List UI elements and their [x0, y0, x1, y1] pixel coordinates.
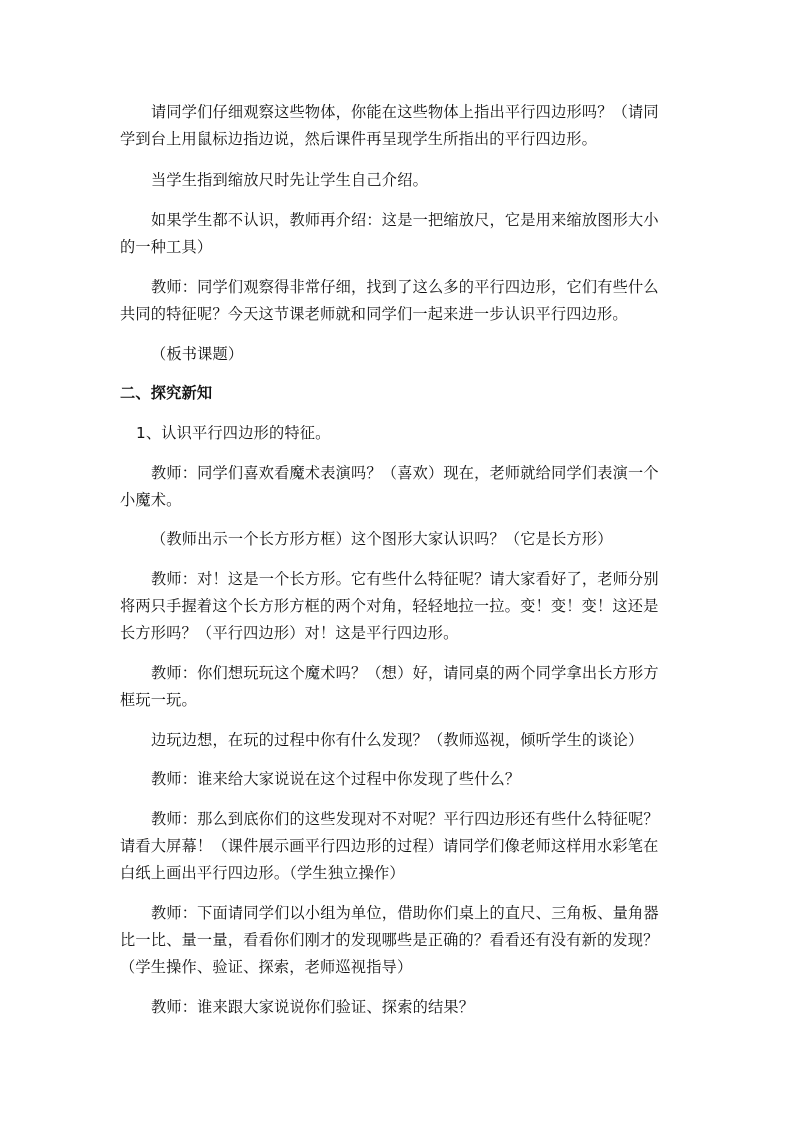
text-line: （学生操作、验证、探索，老师巡视指导） [120, 958, 413, 976]
text-line: 教师：同学们喜欢看魔术表演吗？（喜欢）现在，老师就给同学们表演一个 [151, 464, 659, 482]
paragraph-results [120, 994, 676, 1021]
text-line: 小魔术。 [120, 491, 182, 509]
text-line: 长方形吗？（平行四边形）对！这是平行四边形。 [120, 624, 459, 642]
section-heading-text: 二、探究新知 [120, 384, 213, 402]
text-line: （板书课题） [151, 345, 244, 363]
text-line: 教师：你们想玩玩这个魔术吗？（想）好，请同桌的两个同学拿出长方形方 [151, 664, 659, 682]
text-line: 教师：那么到底你们的这些发现对不对呢？平行四边形还有些什么特征呢？ [151, 810, 659, 828]
paragraph-rectangle-frame [120, 526, 676, 553]
paragraph-observe-objects [120, 99, 676, 153]
paragraph-rectangle-features [120, 566, 676, 647]
text-line: 教师：同学们观察得非常仔细，找到了这么多的平行四边形，它们有些什么 [151, 278, 659, 296]
text-line: 框玩一玩。 [120, 691, 197, 709]
paragraph-ruler-intro [120, 167, 676, 194]
paragraph-share-findings [120, 766, 676, 793]
paragraph-teacher-explains-ruler [120, 207, 676, 261]
text-line: 的一种工具） [120, 238, 213, 256]
paragraph-common-features [120, 274, 676, 328]
text-line: 教师：谁来跟大家说说你们验证、探索的结果？ [151, 998, 475, 1016]
text-line: （教师出示一个长方形方框）这个图形大家认识吗？（它是长方形） [151, 530, 613, 548]
subsection-heading-text: 1、认识平行四边形的特征。 [136, 424, 331, 442]
text-line: 当学生指到缩放尺时先让学生自己介绍。 [151, 171, 428, 189]
paragraph-board-title [120, 341, 676, 368]
text-line: 共同的特征呢？今天这节课老师就和同学们一起来进一步认识平行四边形。 [120, 305, 628, 323]
text-line: 学到台上用鼠标边指边说，然后课件再呈现学生所指出的平行四边形。 [120, 130, 598, 148]
text-line: 比一比、量一量，看看你们刚才的发现哪些是正确的？看看还有没有新的发现？ [120, 931, 659, 949]
text-line: 请同学们仔细观察这些物体，你能在这些物体上指出平行四边形吗？（请同 [151, 103, 659, 121]
text-line: 如果学生都不认识，教师再介绍：这是一把缩放尺，它是用来缩放图形大小 [151, 211, 659, 229]
subsection-heading [120, 420, 676, 447]
text-line: 教师：对！这是一个长方形。它有些什么特征呢？请大家看好了，老师分别 [151, 570, 659, 588]
paragraph-group-work [120, 900, 676, 981]
paragraph-big-screen [120, 806, 676, 887]
text-line: 请看大屏幕！（课件展示画平行四边形的过程）请同学们像老师这样用水彩笔在 [120, 837, 659, 855]
paragraph-try-magic [120, 660, 676, 714]
text-line: 教师：下面请同学们以小组为单位，借助你们桌上的直尺、三角板、量角器 [151, 904, 659, 922]
section-heading [120, 380, 676, 407]
paragraph-play-and-think [120, 727, 676, 754]
text-line: 白纸上画出平行四边形。（学生独立操作） [120, 864, 405, 882]
text-line: 教师：谁来给大家说说在这个过程中你发现了些什么？ [151, 770, 521, 788]
paragraph-magic-show [120, 460, 676, 514]
text-line: 边玩边想，在玩的过程中你有什么发现？（教师巡视，倾听学生的谈论） [151, 731, 644, 749]
text-line: 将两只手握着这个长方形方框的两个对角，轻轻地拉一拉。变！变！变！这还是 [120, 597, 659, 615]
